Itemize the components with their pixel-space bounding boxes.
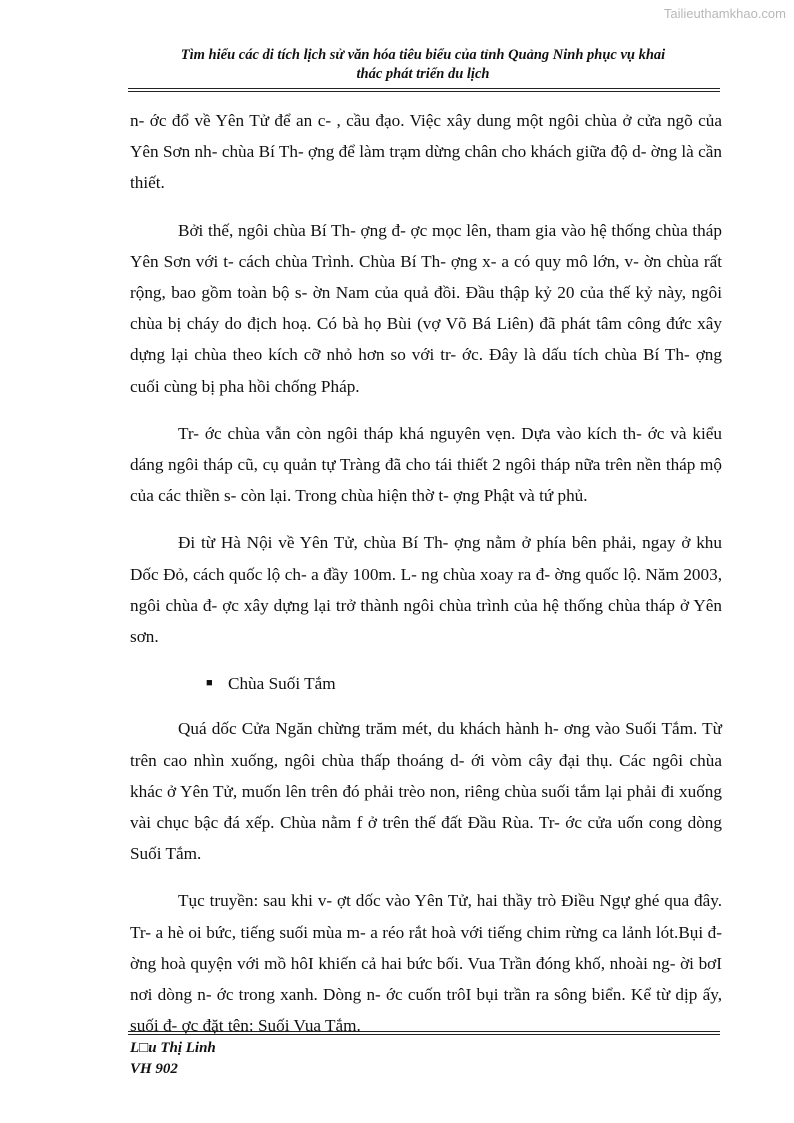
paragraph: Tục truyền: sau khi v- ợt dốc vào Yên Tử, hai thầy trò Điều Ngự ghé qua đây. Tr- a hè oi bức, tiếng suối mùa m- a réo rắt hoà với tiếng chim rừng ca lảnh lót.Bụi đ- ờng hoà quyện với mồ hôI khiến cả hai bức bối. Vua Trần đóng khố, nhoài ng- ời bơI nơi dòng n- ớc trong xanh. Dòng n- ớc cuốn trôI bụi trần ra sông biển. Kể từ dịp ấy, suối đ- ợc đặt tên: Suối Vua Tắm. bbox=[130, 891, 722, 1036]
footer-class: VH 902 bbox=[130, 1061, 178, 1077]
running-header bbox=[128, 46, 718, 84]
paragraph: Đi từ Hà Nội về Yên Tử, chùa Bí Th- ợng nằm ở phía bên phải, ngay ở khu Dốc Đỏ, cách quốc lộ ch- a đầy 100m. L- ng chùa xoay ra đ- ờng quốc lộ. Năm 2003, ngôi chùa đ- ợc xây dựng lại trở thành ngôi chùa trình của hệ thống chùa tháp ở Yên sơn. bbox=[130, 533, 722, 647]
header-rule-thin bbox=[128, 91, 720, 92]
watermark: Tailieuthamkhao.com bbox=[663, 6, 786, 21]
page-body bbox=[130, 105, 722, 1057]
paragraph: n- ớc đổ về Yên Tử để an c- , cầu đạo. Việc xây dung một ngôi chùa ở cửa ngõ của Yên Sơn nh- chùa Bí Th- ợng để làm trạm dừng chân cho khách giữa độ d- ờng là cần thiết. bbox=[130, 111, 722, 193]
header-line-1: Tìm hiểu các di tích lịch sử văn hóa tiêu biểu của tỉnh Quảng Ninh phục vụ khai bbox=[180, 47, 666, 63]
footer-author: L□u Thị Linh bbox=[130, 1040, 216, 1056]
footer-rule-thin bbox=[128, 1034, 720, 1035]
paragraph: Bởi thế, ngôi chùa Bí Th- ợng đ- ợc mọc lên, tham gia vào hệ thống chùa tháp Yên Sơn với t- cách chùa Trình. Chùa Bí Th- ợng x- a có quy mô lớn, v- ờn chùa rất rộng, bao gồm toàn bộ s- ờn Nam của quả đồi. Đầu thập kỷ 20 của thế kỷ này, ngôi chùa bị cháy do địch hoạ. Có bà họ Bùi (vợ Võ Bá Liên) đã phát tâm công đức xây dựng lại chùa theo kích cỡ nhỏ hơn so với tr- ớc. Đây là dấu tích chùa Bí Th- ợng cuối cùng bị pha hồi chống Pháp. bbox=[130, 220, 722, 396]
paragraph: Tr- ớc chùa vẫn còn ngôi tháp khá nguyên vẹn. Dựa vào kích th- ớc và kiểu dáng ngôi tháp cũ, cụ quản tự Tràng đã cho tái thiết 2 ngôi tháp nữa trên nền tháp mộ của các thiền s- còn lại. Trong chùa hiện thờ t- ợng Phật và tứ phủ. bbox=[130, 423, 722, 506]
section-bullet bbox=[130, 668, 722, 699]
footer-rule bbox=[128, 1031, 720, 1032]
paragraph: Quá dốc Cửa Ngăn chừng trăm mét, du khách hành h- ơng vào Suối Tắm. Từ trên cao nhìn xuống, ngôi chùa thấp thoáng d- ới vòm cây đại thụ. Các ngôi chùa khác ở Yên Tử, muốn lên trên đó phải trèo non, riêng chùa suối tắm lại phải đi xuống vài chục bậc đá xếp. Chùa nằm f ở trên thế đất Đầu Rùa. Tr- ớc cửa uốn cong dòng Suối Tắm. bbox=[130, 719, 722, 864]
header-line-2: thác phát triển du lịch bbox=[356, 66, 490, 82]
bullet-square-icon: ■ bbox=[206, 677, 213, 690]
header-rule bbox=[128, 88, 720, 89]
section-heading: Chùa Suối Tắm bbox=[228, 674, 336, 694]
footer bbox=[130, 1038, 216, 1080]
